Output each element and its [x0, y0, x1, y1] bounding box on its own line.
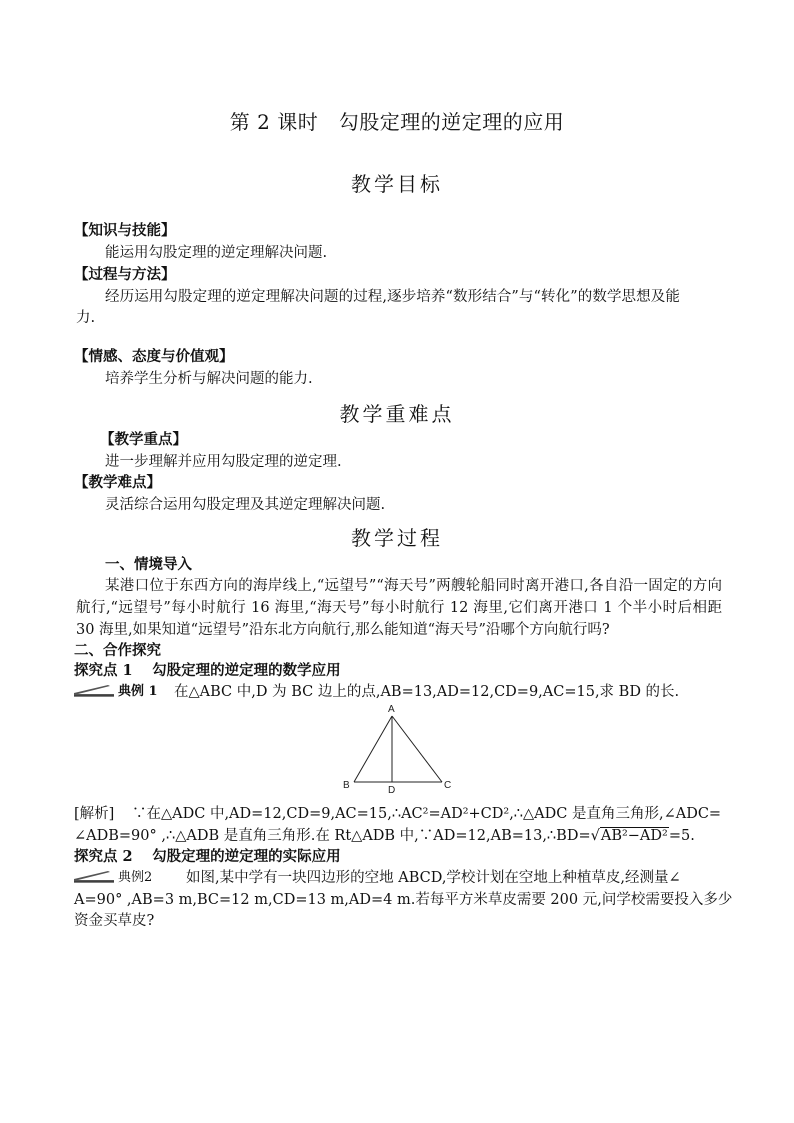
- example2-line1: 如图,某中学有一块四边形的空地 ABCD,学校计划在空地上种植草皮,经测量∠: [186, 870, 681, 886]
- example-flag-icon-2: [74, 871, 114, 883]
- triangle-figure: [336, 702, 456, 794]
- example1-text: 在△ABC 中,D 为 BC 边上的点,AB=13,AD=12,CD=9,AC=15,求 BD 的长.: [174, 684, 680, 700]
- key-label: 【教学重点】: [100, 431, 187, 448]
- example-flag-icon: [74, 685, 114, 697]
- example2-line3: 资金买草皮?: [74, 913, 155, 929]
- intro-text: 某港口位于东西方向的海岸线上,“远望号”“海天号”两艘轮船同时离开港口,各自沿一固定的方向航行,“远望号”每小时航行 16 海里,“海天号”每小时航行 12 海里,它们离开港口 1 个半小时后相距 30 海里,如果知道“远望号”沿东北方向航行,那么能知道“海天号”沿哪个方向航行吗?: [76, 578, 722, 638]
- emotion-label: 【情感、态度与价值观】: [74, 348, 234, 365]
- vertex-label-c: C: [444, 780, 452, 791]
- example2-line2: A=90° ,AB=3 m,BC=12 m,CD=13 m,AD=4 m.若每平方米草皮需要 200 元,问学校需要投入多少: [74, 892, 733, 908]
- analysis-line2-text: ∠ADB=90° ,∴△ADB 是直角三角形.在 Rt△ADB 中,∵AD=12,AB=13,∴BD=: [74, 828, 591, 844]
- knowledge-label: 【知识与技能】: [74, 222, 176, 239]
- lesson-title: 第 2 课时 勾股定理的逆定理的应用: [229, 110, 565, 134]
- process-label: 【过程与方法】: [74, 266, 176, 283]
- analysis-line2-end: =5.: [668, 828, 695, 844]
- analysis-line1: ∵在△ADC 中,AD=12,CD=9,AC=15,∴AC²=AD²+CD²,∴△ADC 是直角三角形,∠ADC=: [132, 806, 722, 822]
- intro-label: 一、情境导入: [105, 556, 192, 573]
- process-text-line1: 经历运用勾股定理的逆定理解决问题的过程,逐步培养“数形结合”与“转化”的数学思想及能: [105, 289, 680, 305]
- goals-heading: 教学目标: [351, 172, 443, 196]
- emotion-text: 培养学生分析与解决问题的能力.: [105, 371, 313, 387]
- vertex-label-a: A: [388, 704, 395, 715]
- process-text-line2: 力.: [76, 310, 96, 326]
- example2-tag: 典例2: [118, 870, 153, 885]
- knowledge-text: 能运用勾股定理的逆定理解决问题.: [105, 245, 328, 261]
- difficult-label: 【教学难点】: [74, 474, 161, 491]
- vertex-label-b: B: [343, 780, 350, 791]
- difficult-text: 灵活综合运用勾股定理及其逆定理解决问题.: [105, 497, 386, 513]
- point2-label: 探究点 2 勾股定理的逆定理的实际应用: [74, 848, 341, 865]
- point1-label: 探究点 1 勾股定理的逆定理的数学应用: [74, 662, 341, 679]
- coop-label: 二、合作探究: [74, 642, 161, 659]
- analysis-sqrt: AB²−AD²: [600, 828, 668, 844]
- key-text: 进一步理解并应用勾股定理的逆定理.: [105, 454, 342, 470]
- process-heading: 教学过程: [351, 526, 443, 550]
- sqrt-sign: √: [590, 828, 600, 844]
- analysis-tag: [解析]: [74, 806, 115, 822]
- segment-ac: [392, 716, 442, 782]
- analysis-line2: [74, 825, 695, 847]
- segment-ab: [354, 716, 392, 782]
- example1-tag: 典例 1: [118, 684, 158, 699]
- keypoints-heading: 教学重难点: [339, 402, 455, 426]
- vertex-label-d: D: [388, 785, 396, 794]
